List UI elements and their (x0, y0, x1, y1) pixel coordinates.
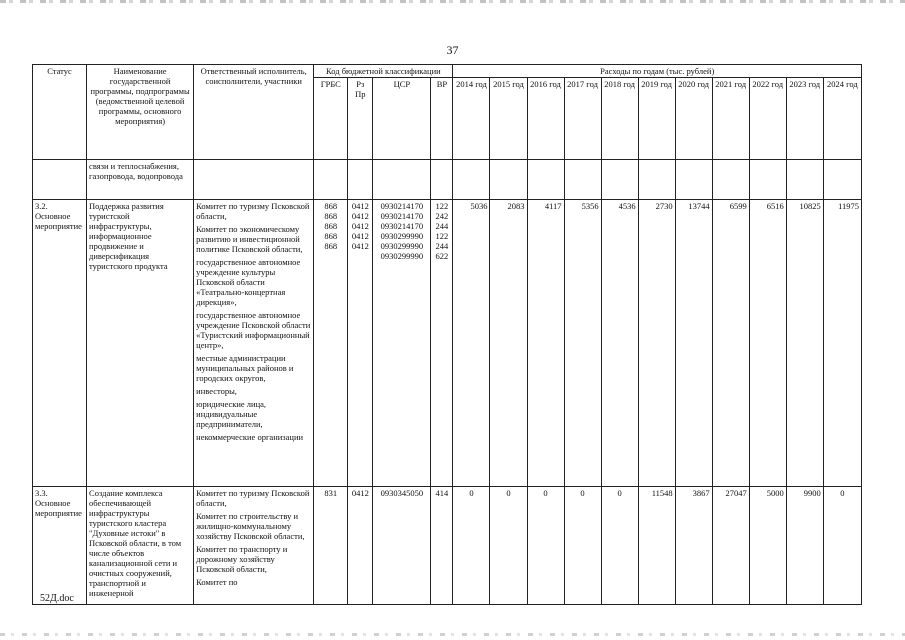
responsible-item: Комитет по строительству и жилищно-коммунальному хозяйству Псковской области, (196, 511, 305, 541)
year-header: 2020 год (675, 78, 712, 160)
expenses-header: Расходы по годам (тыс. рублей) (453, 65, 862, 78)
csr-code: 0930299990 (380, 241, 424, 251)
csr-code: 0930299990 (380, 251, 424, 261)
amount-cell: 3867 (675, 487, 712, 605)
row-grbs: 831 (314, 487, 348, 605)
amount-cell: 6516 (749, 200, 786, 487)
year-header: 2015 год (490, 78, 527, 160)
row-vr (431, 200, 453, 487)
header-row-1 (33, 65, 862, 78)
year-header: 2023 год (786, 78, 823, 160)
budget-table (32, 64, 862, 605)
vr-code: 244 (435, 221, 449, 231)
responsible-item: местные администрации муниципальных районов и городских округов, (196, 353, 294, 383)
amount-cell: 11548 (638, 487, 675, 605)
col-responsible-header: Ответственный исполнитель, соисполнители, участники (194, 65, 314, 160)
amount-cell: 0 (453, 487, 490, 605)
row-status: 3.2. Основное мероприятие (33, 200, 87, 487)
amount-cell: 2083 (490, 200, 527, 487)
amount-cell: 6599 (712, 200, 749, 487)
amount-cell: 0 (490, 487, 527, 605)
amount-cell: 5000 (749, 487, 786, 605)
amount-cell: 2730 (638, 200, 675, 487)
grbs-code: 868 (324, 231, 338, 241)
row-csr: 0930345050 (373, 487, 431, 605)
responsible-item: инвесторы, (196, 386, 237, 396)
budget-code-header: Код бюджетной классификации (314, 65, 453, 78)
page-number: 37 (446, 43, 459, 57)
row-grbs (314, 200, 348, 487)
year-header: 2018 год (601, 78, 638, 160)
responsible-item: государственное автономное учреждение культуры Псковской области «Театрально-концертная дирекция», (196, 257, 301, 307)
amount-cell: 5356 (564, 200, 601, 487)
csr-code: 0930299990 (380, 231, 424, 241)
row-responsible (194, 200, 314, 487)
year-header: 2014 год (453, 78, 490, 160)
rzpr-code: 0412 (351, 211, 369, 221)
col-rzpr-header: Рз Пр (348, 78, 373, 160)
amount-cell: 9900 (786, 487, 823, 605)
vr-code: 122 (435, 201, 449, 211)
year-header: 2017 год (564, 78, 601, 160)
col-name-header: Наименование государственной программы, подпрограммы (ведомственной целевой программы, основного мероприятия) (87, 65, 194, 160)
rzpr-code: 0412 (351, 231, 369, 241)
year-header: 2019 год (638, 78, 675, 160)
col-grbs-header: ГРБС (314, 78, 348, 160)
scan-edge-top (0, 0, 905, 3)
col-vr-header: ВР (431, 78, 453, 160)
col-csr-header: ЦСР (373, 78, 431, 160)
row-vr: 414 (431, 487, 453, 605)
year-header: 2022 год (749, 78, 786, 160)
responsible-item: государственное автономное учреждение Псковской области «Туристский информационный центр», (196, 310, 311, 350)
document-filename: 52Д.doc (40, 593, 74, 604)
responsible-item: некоммерческие организации (196, 432, 304, 442)
year-header: 2021 год (712, 78, 749, 160)
responsible-item: Комитет по туризму Псковской области, (196, 488, 310, 508)
amount-cell: 11975 (823, 200, 861, 487)
rzpr-code: 0412 (351, 241, 369, 251)
continuation-row (33, 160, 862, 200)
rzpr-code: 0412 (351, 201, 369, 211)
rzpr-code: 0412 (351, 221, 369, 231)
vr-code: 242 (435, 211, 449, 221)
csr-code: 0930214170 (380, 201, 424, 211)
grbs-code: 868 (324, 201, 338, 211)
col-status-header: Статус (33, 65, 87, 160)
responsible-item: Комитет по транспорту и дорожному хозяйству Псковской области, (196, 544, 288, 574)
vr-code: 244 (435, 241, 449, 251)
csr-code: 0930214170 (380, 211, 424, 221)
amount-cell: 10825 (786, 200, 823, 487)
scan-edge-bottom (0, 633, 905, 636)
amount-cell: 13744 (675, 200, 712, 487)
responsible-item: Комитет по (196, 577, 238, 587)
grbs-code: 868 (324, 241, 338, 251)
amount-cell: 5036 (453, 200, 490, 487)
amount-cell: 0 (823, 487, 861, 605)
table-row (33, 200, 862, 487)
amount-cell: 27047 (712, 487, 749, 605)
amount-cell: 4117 (527, 200, 564, 487)
row-csr (373, 200, 431, 487)
row-name: Создание комплекса обеспечивающей инфраструктуры туристского кластера "Духовные истоки" в Псковской области, в том числе объектов канализационной сети и очистных сооружений, транспортной и инженерной (87, 487, 194, 605)
amount-cell: 4536 (601, 200, 638, 487)
vr-code: 622 (435, 251, 449, 261)
responsible-item: Комитет по туризму Псковской области, (196, 201, 310, 221)
grbs-code: 868 (324, 211, 338, 221)
row-status: 3.3. Основное мероприятие (33, 487, 87, 605)
row-rzpr (348, 200, 373, 487)
vr-code: 122 (435, 231, 449, 241)
amount-cell: 0 (527, 487, 564, 605)
amount-cell: 0 (564, 487, 601, 605)
row-responsible (194, 487, 314, 605)
year-header: 2016 год (527, 78, 564, 160)
csr-code: 0930214170 (380, 221, 424, 231)
amount-cell: 0 (601, 487, 638, 605)
continuation-name: связи и теплоснабжения, газопровода, водопровода (87, 160, 194, 200)
responsible-item: юридические лица, индивидуальные предприниматели, (196, 399, 267, 429)
grbs-code: 868 (324, 221, 338, 231)
responsible-item: Комитет по экономическому развитию и инвестиционной политике Псковской области, (196, 224, 303, 254)
row-rzpr: 0412 (348, 487, 373, 605)
year-header: 2024 год (823, 78, 861, 160)
table-row (33, 487, 862, 605)
row-name: Поддержка развития туристской инфраструктуры, информационное продвижение и диверсификация туристского продукта (87, 200, 194, 487)
